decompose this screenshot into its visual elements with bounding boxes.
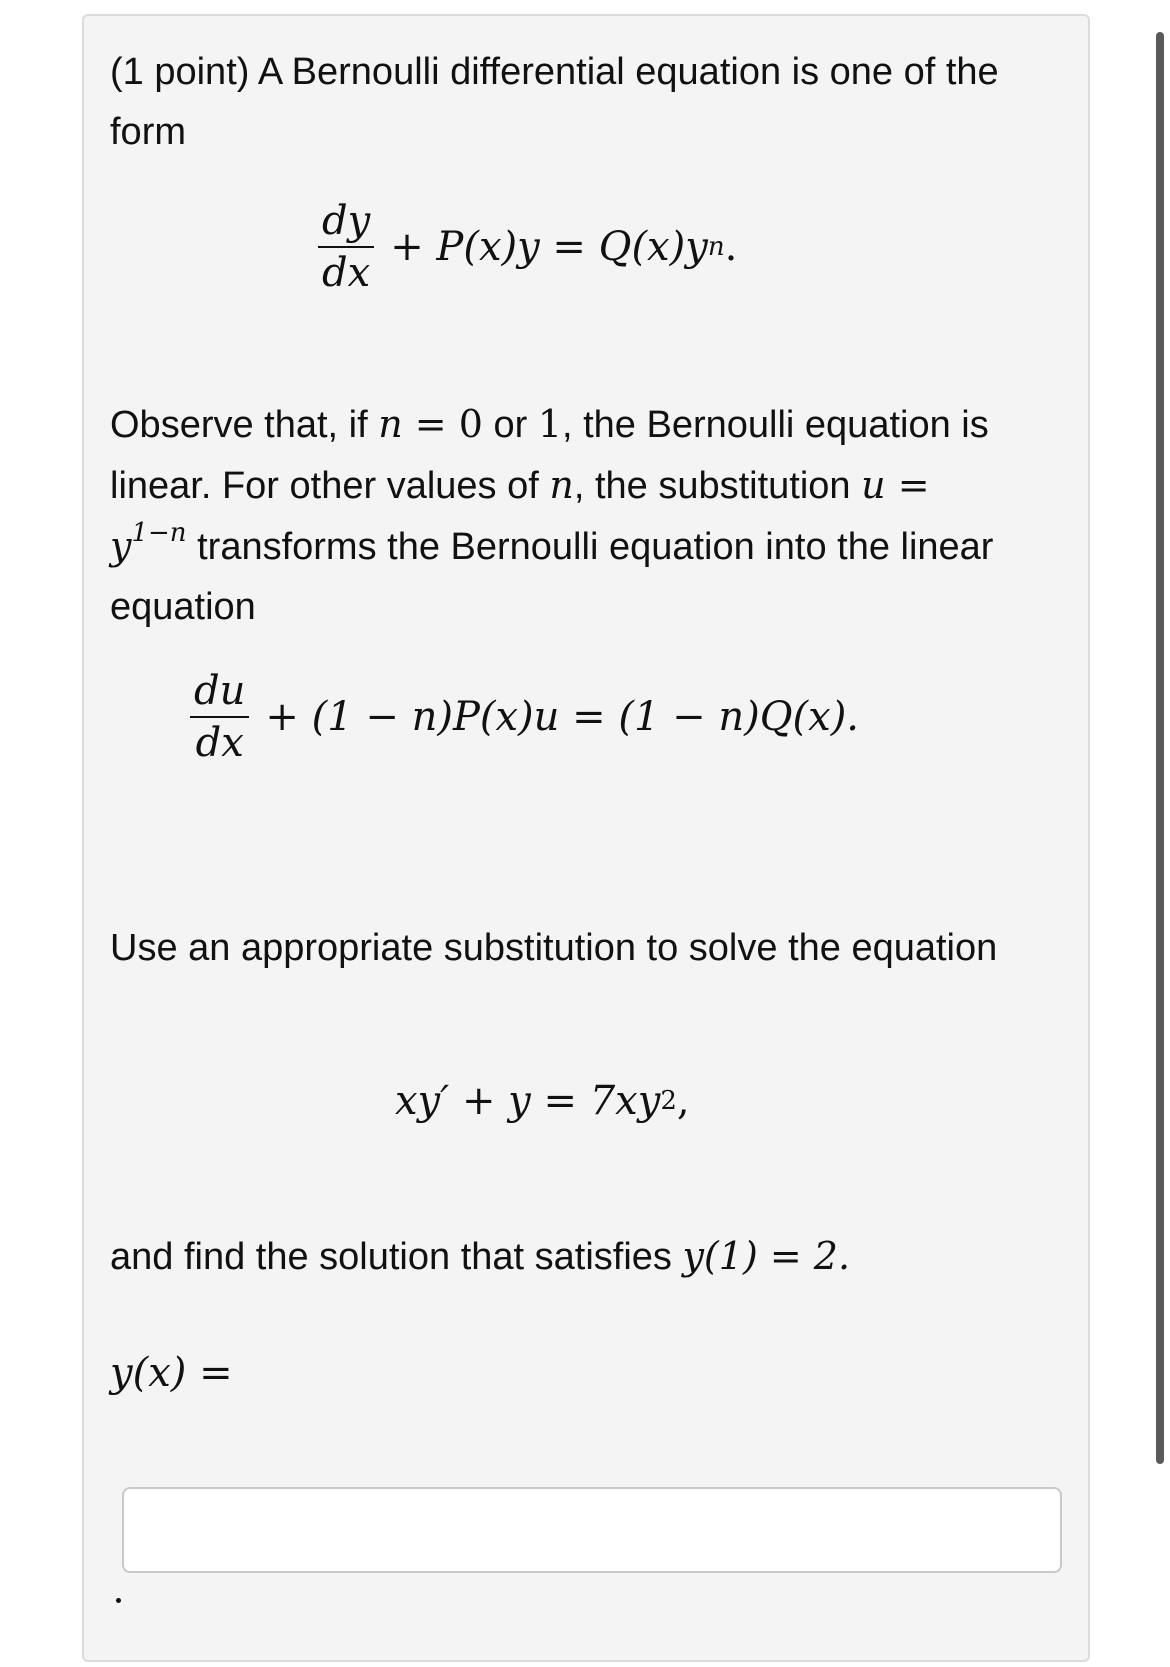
math-n: n: [378, 402, 403, 446]
du-dx-fraction: [190, 666, 249, 768]
fraction-numerator: du: [194, 668, 246, 714]
observe-part: , the substitution: [573, 465, 862, 507]
initial-condition: y(1) = 2.: [682, 1234, 851, 1278]
math-n: n: [549, 463, 574, 507]
answer-input[interactable]: [122, 1487, 1062, 1573]
equation-body: xy′ + y = 7xy: [395, 1078, 661, 1124]
equation-body: + P(x)y = Q(x)y: [390, 224, 708, 270]
intro-prefix: (1 point) A Bernoulli differential equation is one of the form: [110, 51, 999, 153]
bernoulli-equation: $\frac{dy}{dx}$ + P(x)y = Q(x)y n .: [318, 196, 737, 298]
math-eq-y: = y: [110, 463, 930, 568]
fraction-denominator: dx: [322, 250, 371, 296]
answer-label: [110, 1350, 233, 1396]
linear-equation: [190, 666, 859, 768]
scrollbar[interactable]: [1156, 32, 1164, 1464]
find-text-content: and find the solution that satisfies: [110, 1236, 683, 1278]
observe-part: transforms the Bernoulli equation into the linear equation: [110, 526, 994, 628]
observe-part: , the Bernoulli equation is linear. For other values of: [110, 404, 989, 507]
observe-part: Observe that, if: [110, 404, 379, 446]
intro-text: [110, 42, 1050, 162]
fraction-numerator: dy: [322, 198, 371, 244]
equation-body: + (1 − n)P(x)u = (1 − n)Q(x).: [265, 694, 860, 740]
observe-text: [110, 394, 1010, 637]
use-text: [110, 918, 1050, 978]
math-u: u: [861, 463, 886, 507]
dy-dx-fraction: [318, 196, 374, 298]
given-equation: xy′ + y = 7xy 2 ,: [395, 1078, 690, 1124]
use-text-content: Use an appropriate substitution to solve the equation: [110, 927, 998, 969]
trailing-period: [116, 1598, 121, 1603]
equation-comma: ,: [676, 1078, 690, 1124]
observe-part: or: [482, 404, 538, 446]
math-exponent: 1−n: [131, 518, 187, 548]
fraction-denominator: dx: [195, 720, 244, 766]
equation-period: .: [724, 224, 738, 270]
math-eq-zero: = 0: [402, 402, 483, 446]
find-text: [110, 1226, 1050, 1287]
math-one: 1: [537, 402, 562, 446]
answer-label-text: y(x) =: [110, 1350, 233, 1396]
